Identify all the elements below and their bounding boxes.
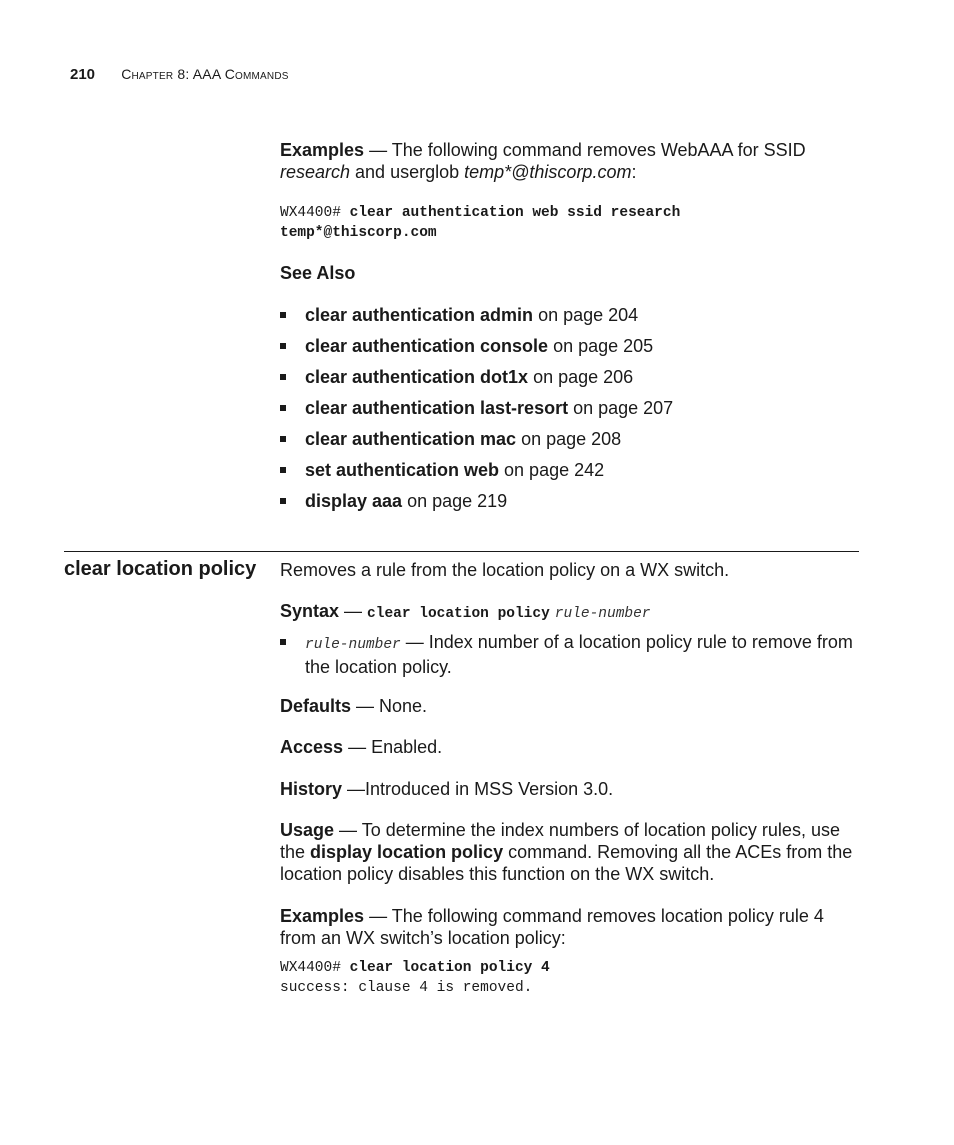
access-text: — Enabled.	[343, 737, 443, 757]
see-also-page-ref: on page 205	[548, 336, 654, 356]
see-also-item[interactable]	[280, 397, 860, 428]
section-divider	[64, 551, 859, 552]
examples-label: Examples	[280, 140, 365, 160]
code-block-1	[280, 203, 860, 243]
syntax-dash: —	[339, 601, 368, 621]
see-also-command: clear authentication dot1x	[305, 367, 529, 387]
code-line-2: temp*@thiscorp.com	[280, 225, 437, 241]
running-header	[70, 66, 289, 83]
examples-paragraph-2	[280, 905, 860, 949]
examples-text-a: — The following command removes WebAAA for SSID	[364, 140, 806, 160]
syntax-line	[280, 600, 860, 625]
see-also-command: set authentication web	[305, 460, 500, 480]
see-also-command: clear authentication console	[305, 336, 549, 356]
bullet-icon	[280, 312, 286, 318]
section-title: clear location policy	[64, 558, 257, 580]
bullet-icon	[280, 405, 286, 411]
see-also-page-ref: on page 204	[533, 305, 639, 325]
bullet-icon	[280, 374, 286, 380]
section-description: Removes a rule from the location policy on a WX switch.	[280, 560, 730, 580]
parameter-description: — Index number of a location policy rule to remove from the location policy.	[305, 632, 853, 677]
bullet-icon	[280, 467, 286, 473]
chapter-title: Chapter 8: AAA Commands	[121, 66, 289, 82]
see-also-page-ref: on page 219	[402, 491, 508, 511]
see-also-item[interactable]	[280, 490, 860, 521]
userglob-name: temp*@thiscorp.com	[464, 162, 632, 182]
access-label: Access	[280, 737, 344, 757]
see-also-item[interactable]	[280, 304, 860, 335]
usage-text-a: — To determine the index numbers of location policy rules, use the	[280, 820, 840, 862]
ssid-name: research	[280, 162, 351, 182]
see-also-command: clear authentication admin	[305, 305, 534, 325]
usage-paragraph	[280, 819, 860, 885]
see-also-command: clear authentication last-resort	[305, 398, 569, 418]
examples-text-b: and userglob	[350, 162, 465, 182]
syntax-label: Syntax	[280, 601, 340, 621]
defaults-label: Defaults	[280, 696, 352, 716]
code-output: success: clause 4 is removed.	[280, 980, 533, 996]
see-also-item[interactable]	[280, 428, 860, 459]
parameter-name: rule-number	[305, 637, 401, 653]
usage-text-b: command. Removing all the ACEs from the location policy disables this function on the WX switch.	[280, 842, 853, 884]
syntax-command: clear location policy	[367, 606, 550, 622]
examples-text-c: :	[631, 162, 637, 182]
see-also-item[interactable]	[280, 459, 860, 490]
history-label: History	[280, 779, 343, 799]
parameter-item	[280, 631, 860, 678]
usage-label: Usage	[280, 820, 335, 840]
defaults-text: — None.	[351, 696, 428, 716]
defaults-line	[280, 695, 860, 717]
code-line-1	[280, 203, 860, 223]
see-also-item[interactable]	[280, 335, 860, 366]
code-prompt: WX4400#	[280, 960, 350, 976]
see-also-heading: See Also	[280, 263, 356, 283]
code-line-1	[280, 958, 860, 978]
bullet-icon	[280, 639, 286, 645]
bullet-icon	[280, 436, 286, 442]
see-also-page-ref: on page 242	[499, 460, 605, 480]
see-also-command: display aaa	[305, 491, 403, 511]
see-also-page-ref: on page 207	[568, 398, 674, 418]
history-line	[280, 778, 860, 800]
see-also-item[interactable]	[280, 366, 860, 397]
code-command: clear location policy 4	[349, 960, 550, 976]
bullet-icon	[280, 343, 286, 349]
see-also-page-ref: on page 206	[528, 367, 634, 387]
page-number: 210	[70, 66, 96, 83]
code-command: clear authentication web ssid research	[349, 205, 681, 221]
see-also-page-ref: on page 208	[516, 429, 622, 449]
access-line	[280, 736, 860, 758]
see-also-command: clear authentication mac	[305, 429, 517, 449]
examples-paragraph-1	[280, 139, 860, 183]
examples-text: — The following command removes location policy rule 4 from an WX switch’s location policy:	[280, 906, 824, 948]
code-prompt: WX4400#	[280, 205, 350, 221]
history-text: —Introduced in MSS Version 3.0.	[342, 779, 614, 799]
syntax-argument: rule-number	[554, 606, 651, 622]
see-also-list	[280, 304, 860, 521]
bullet-icon	[280, 498, 286, 504]
code-block-2	[280, 958, 860, 998]
examples-label: Examples	[280, 906, 365, 926]
usage-command: display location policy	[310, 842, 504, 862]
